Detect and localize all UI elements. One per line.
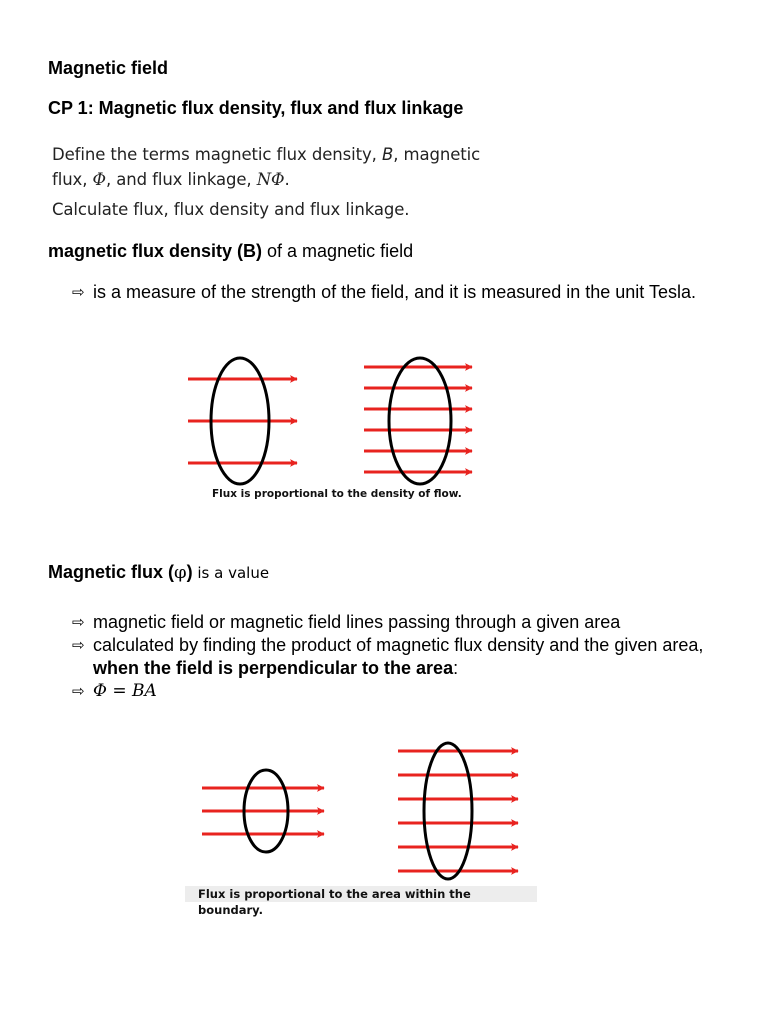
small-area-field-lines (202, 788, 324, 834)
flux-heading: Magnetic flux (φ) is a value (48, 562, 270, 583)
objective-line-2: flux, Φ, and flux linkage, NΦ. (52, 170, 290, 189)
density-diagram-caption: Flux is proportional to the density of flow. (212, 488, 462, 500)
loop-large-area (424, 743, 472, 879)
density-bullet-1: ⇨ is a measure of the strength of the field, and it is measured in the unit Tesla. (72, 282, 697, 302)
arrow-bullet-icon: ⇨ (72, 683, 85, 700)
arrow-bullet-icon: ⇨ (72, 614, 85, 631)
flux-formula-bullet (72, 680, 712, 703)
density-heading: magnetic flux density (B) of a magnetic field (48, 241, 414, 261)
objective-line-3: Calculate flux, flux density and flux linkage. (52, 200, 410, 219)
large-area-field-lines (398, 751, 518, 871)
loop-dense-density (389, 358, 451, 484)
flux-density-diagram (180, 350, 490, 505)
sparse-field-lines (188, 379, 297, 463)
arrow-bullet-icon: ⇨ (72, 284, 85, 301)
area-diagram-caption: Flux is proportional to the area within the boundary. (185, 886, 537, 902)
section-title: CP 1: Magnetic flux density, flux and flux linkage (48, 98, 464, 118)
flux-bullet-1: ⇨ magnetic field or magnetic field lines passing through a given area (72, 612, 621, 632)
flux-area-diagram (196, 735, 536, 885)
page-title: Magnetic field (48, 58, 169, 78)
learning-objectives (52, 142, 480, 192)
arrow-bullet-icon: ⇨ (72, 637, 85, 654)
flux-bullet-2: ⇨ calculated by finding the product of magnetic flux density and the given area, when the field is perpendicular to the area: (72, 635, 704, 678)
flux-formula: Φ = BA (93, 681, 157, 701)
objective-line-1: Define the terms magnetic flux density, B, magnetic (52, 145, 481, 164)
dense-field-lines (364, 367, 472, 472)
